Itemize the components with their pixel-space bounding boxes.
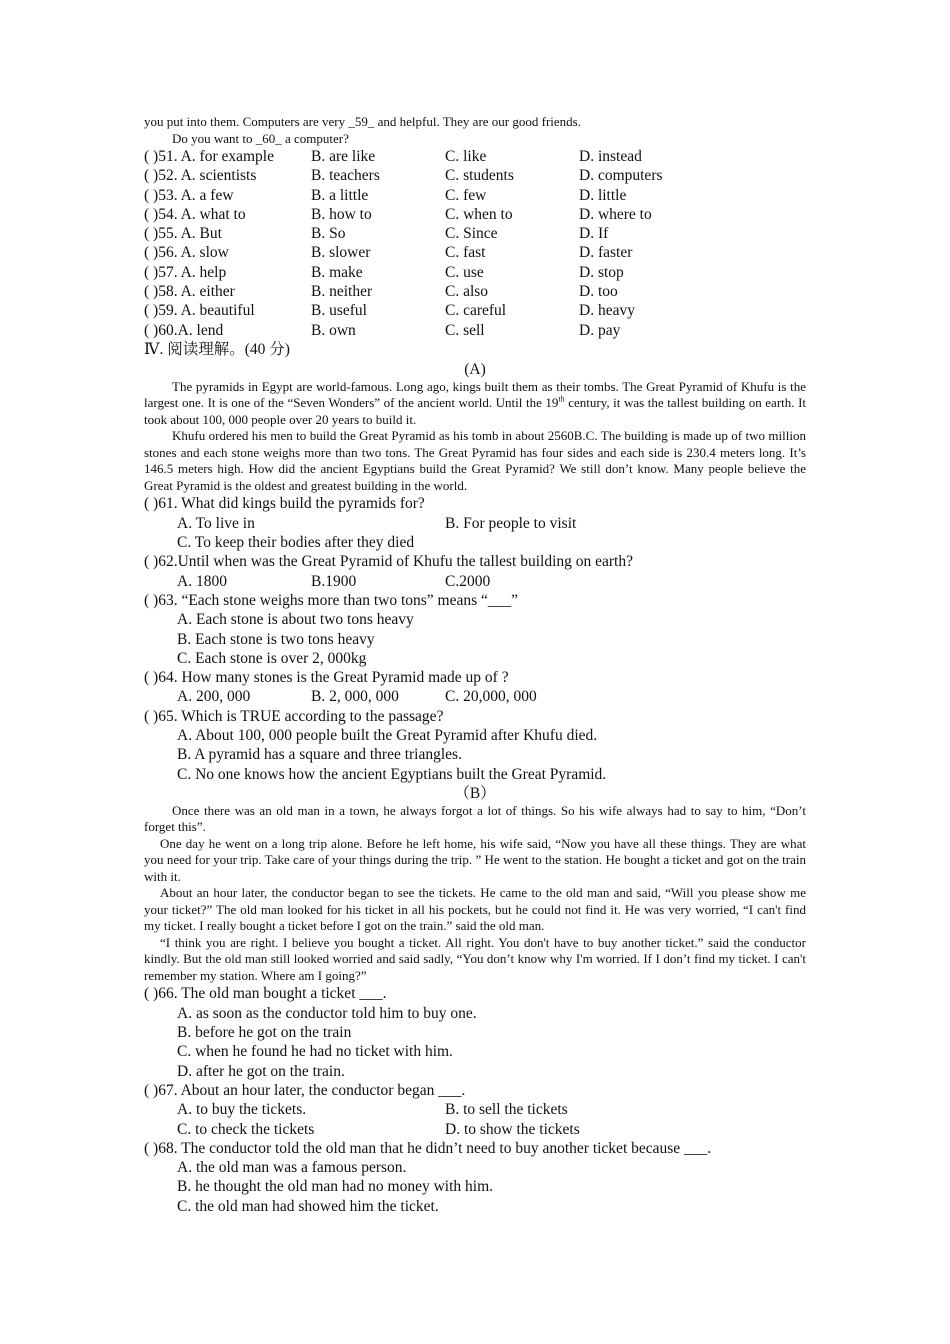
- text-run: century, it was the tallest building on earth. It took about 100, 000 people over 20 years to build it.: [144, 395, 807, 427]
- option-c: C. few: [445, 186, 487, 204]
- question-67-options: [144, 1120, 806, 1139]
- question-68: ( )68. The conductor told the old man that he didn’t need to buy another ticket because ___.: [144, 1139, 712, 1157]
- worksheet-page: [144, 114, 806, 1216]
- text-run: The pyramids in Egypt are world-famous. Long ago, kings built them as their tombs. The Great Pyramid of Khufu is the largest one. It is one of the “Seven Wonders” of the ancient world. Until the 19: [144, 378, 806, 411]
- cloze-line: you put into them. Computers are very _59_ and helpful. They are our good friends.: [144, 114, 581, 129]
- option-c: C. 20,000, 000: [445, 688, 537, 706]
- option-row: [144, 301, 806, 320]
- option-c: C. when he found he had no ticket with him.: [177, 1043, 453, 1061]
- option-d: D. computers: [579, 167, 663, 185]
- option-row: [144, 147, 806, 166]
- option-row: [144, 243, 806, 262]
- cloze-options: [144, 147, 806, 340]
- option-a: ( )51. A. for example: [144, 148, 274, 165]
- passage-a-paragraph: [144, 379, 806, 429]
- option-d: D. stop: [579, 263, 624, 281]
- option-a: A. the old man was a famous person.: [177, 1159, 407, 1177]
- passage-b-label: （B）: [454, 784, 496, 802]
- option-a: A. About 100, 000 people built the Great Pyramid after Khufu died.: [177, 727, 598, 745]
- option-a: ( )55. A. But: [144, 225, 222, 243]
- option-b: B. neither: [311, 283, 373, 301]
- option-a: ( )57. A. help: [144, 263, 227, 281]
- option-b: B. to sell the tickets: [445, 1101, 568, 1119]
- option-b: B. how to: [311, 205, 372, 223]
- option-c: C. No one knows how the ancient Egyptians built the Great Pyramid.: [177, 765, 607, 783]
- option-a: A. Each stone is about two tons heavy: [177, 611, 414, 629]
- option-d: D. heavy: [579, 302, 635, 320]
- option-b: B. before he got on the train: [177, 1024, 352, 1042]
- option-b: B. For people to visit: [445, 514, 577, 532]
- option-row: [144, 263, 806, 282]
- question-61: ( )61. What did kings build the pyramids for?: [144, 495, 425, 513]
- passage-a-label: (A): [464, 360, 486, 378]
- option-d: D. faster: [579, 244, 633, 262]
- option-d: D. where to: [579, 205, 652, 223]
- option-a: ( )53. A. a few: [144, 186, 234, 204]
- option-c: C. Each stone is over 2, 000kg: [177, 649, 367, 667]
- question-64: ( )64. How many stones is the Great Pyramid made up of ?: [144, 669, 509, 687]
- option-b: B. useful: [311, 302, 367, 320]
- option-b: B.1900: [311, 572, 357, 590]
- question-67: ( )67. About an hour later, the conductor began ___.: [144, 1081, 466, 1099]
- option-b: B. A pyramid has a square and three triangles.: [177, 746, 462, 764]
- passage-b-paragraph: “I think you are right. I believe you bought a ticket. All right. You don't have to buy another ticket.” said the conductor kindly. But the old man still looked worried and said sadly, “You don’t know why I'm worried. If I don’t find my ticket. I can't remember my station. Where am I going?”: [144, 934, 806, 983]
- question-63: ( )63. “Each stone weighs more than two tons” means “___”: [144, 591, 519, 609]
- option-c: C. sell: [445, 321, 485, 339]
- passage-b-paragraph: Once there was an old man in a town, he always forgot a lot of things. So his wife always had to say to him, “Don’t forget this”.: [144, 802, 806, 835]
- question-67-options: [144, 1100, 806, 1119]
- option-c: C. like: [445, 148, 487, 165]
- question-61-options: [144, 514, 806, 533]
- option-d: D. If: [579, 225, 609, 243]
- option-c: C. to check the tickets: [177, 1120, 315, 1138]
- question-66: ( )66. The old man bought a ticket ___.: [144, 985, 387, 1003]
- option-a: A. To live in: [177, 514, 255, 532]
- option-b: B. make: [311, 263, 363, 281]
- option-a: A. 1800: [177, 572, 227, 590]
- option-a: ( )58. A. either: [144, 283, 235, 301]
- option-c: C. To keep their bodies after they died: [177, 534, 415, 552]
- option-c: C.2000: [445, 572, 491, 590]
- option-a: ( )54. A. what to: [144, 205, 246, 223]
- question-62-options: [144, 572, 806, 591]
- option-c: C. also: [445, 283, 489, 301]
- option-row: [144, 282, 806, 301]
- option-c: C. students: [445, 167, 514, 185]
- option-d: D. pay: [579, 321, 621, 339]
- passage-b-paragraph: One day he went on a long trip alone. Before he left home, his wife said, “Now you have all these things. They are what you need for your trip. Take care of your things during the trip. ” He went to the station. He bought a ticket and got on the train with it.: [144, 835, 806, 884]
- passage-b-paragraph: About an hour later, the conductor began to see the tickets. He came to the old man and said, “Will you please show me your ticket?” The old man looked for his ticket in all his pockets, but he could not find it. He was very worried, “I can't find my ticket. I really bought a ticket before I got on the train.” said the old man.: [144, 885, 806, 934]
- option-d: D. to show the tickets: [445, 1120, 580, 1138]
- superscript: th: [558, 395, 565, 405]
- question-62: ( )62.Until when was the Great Pyramid of Khufu the tallest building on earth?: [144, 553, 633, 571]
- option-b: B. a little: [311, 186, 369, 204]
- option-c: C. when to: [445, 205, 513, 223]
- option-a: ( )52. A. scientists: [144, 167, 257, 185]
- option-a: A. as soon as the conductor told him to buy one.: [177, 1004, 477, 1022]
- option-d: D. little: [579, 186, 627, 204]
- option-b: B. slower: [311, 244, 371, 262]
- option-a: ( )56. A. slow: [144, 244, 229, 262]
- question-65: ( )65. Which is TRUE according to the passage?: [144, 707, 444, 725]
- cloze-line: Do you want to _60_ a computer?: [172, 130, 349, 146]
- option-b: B. teachers: [311, 167, 380, 185]
- option-a: A. to buy the tickets.: [177, 1101, 307, 1119]
- option-row: [144, 224, 806, 243]
- option-row: [144, 321, 806, 340]
- option-a: ( )59. A. beautiful: [144, 302, 255, 320]
- option-b: B. 2, 000, 000: [311, 688, 399, 706]
- option-b: B. he thought the old man had no money with him.: [177, 1178, 493, 1196]
- option-c: C. Since: [445, 225, 498, 243]
- option-d: D. after he got on the train.: [177, 1062, 345, 1080]
- option-b: B. So: [311, 225, 346, 243]
- option-b: B. are like: [311, 148, 376, 165]
- option-b: B. Each stone is two tons heavy: [177, 630, 375, 648]
- option-b: B. own: [311, 321, 356, 339]
- option-row: [144, 166, 806, 185]
- option-c: C. use: [445, 263, 484, 281]
- option-c: C. the old man had showed him the ticket.: [177, 1197, 439, 1215]
- option-c: C. fast: [445, 244, 486, 262]
- section-title: Ⅳ. 阅读理解。(40 分): [144, 340, 290, 358]
- passage-a-paragraph: Khufu ordered his men to build the Great Pyramid as his tomb in about 2560B.C. The building is made up of two million stones and each stone weighs more than two tons. The Great Pyramid has four sides and each side is 230.4 meters long. It’s 146.5 meters high. How did the ancient Egyptians build the Great Pyramid? We still don’t know. Many people believe the Great Pyramid is the oldest and greatest building in the world.: [144, 428, 806, 493]
- option-a: ( )60.A. lend: [144, 321, 224, 339]
- option-d: D. instead: [579, 148, 642, 165]
- question-64-options: [144, 687, 806, 706]
- option-a: A. 200, 000: [177, 688, 251, 706]
- option-row: [144, 205, 806, 224]
- option-c: C. careful: [445, 302, 507, 320]
- option-row: [144, 186, 806, 205]
- option-d: D. too: [579, 283, 618, 301]
